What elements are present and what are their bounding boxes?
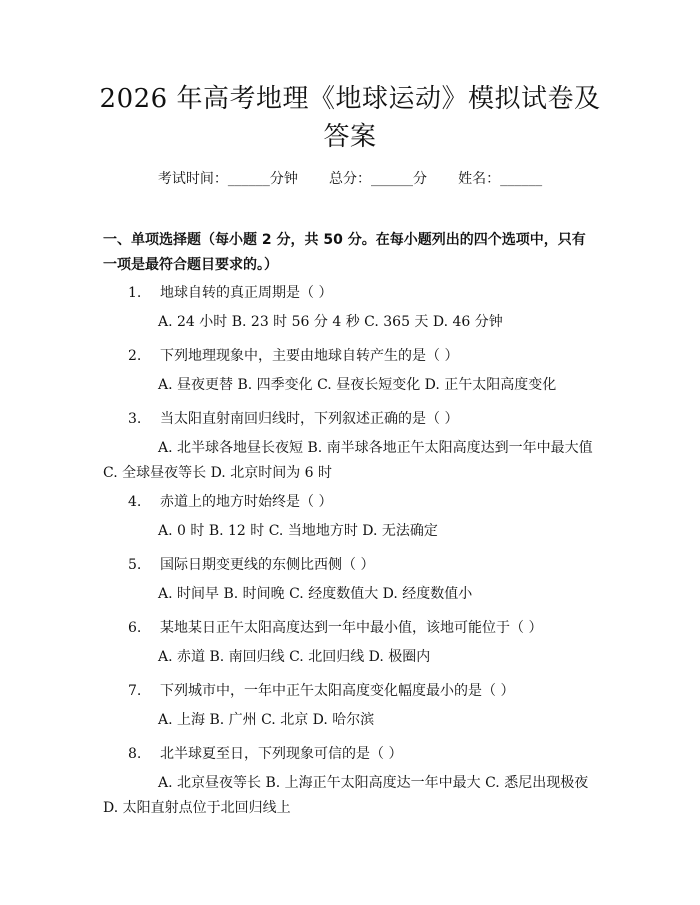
page-title: 2026 年高考地理《地球运动》模拟试卷及答案 [99, 84, 601, 152]
question-7-options: A. 上海 B. 广州 C. 北京 D. 哈尔滨 [158, 712, 375, 728]
question-4 [128, 492, 598, 512]
question-2-options: A. 昼夜更替 B. 四季变化 C. 昼夜长短变化 D. 正午太阳高度变化 [158, 377, 557, 393]
question-text: 某地某日正午太阳高度达到一年中最小值，该地可能位于（ ） [160, 620, 543, 636]
question-text: 国际日期变更线的东侧比西侧（ ） [160, 557, 375, 573]
question-5-options: A. 时间早 B. 时间晚 C. 经度数值大 D. 经度数值小 [158, 586, 473, 602]
question-text: 下列城市中，一年中正午太阳高度变化幅度最小的是（ ） [160, 683, 515, 699]
question-number: 8. [128, 746, 142, 762]
score-blank: ______ [371, 171, 413, 187]
name-label: 姓名： [458, 171, 501, 187]
question-6 [128, 618, 598, 638]
score-unit: 分 [413, 171, 427, 187]
exam-meta [0, 168, 700, 188]
question-number: 4. [128, 494, 142, 510]
question-number: 5. [128, 557, 142, 573]
section-heading: 一、单项选择题（每小题 2 分，共 50 分。在每小题列出的四个选项中，只有一项是最符合题目要求的。） [103, 232, 586, 273]
question-3-options: A. 北半球各地昼长夜短 B. 南半球各地正午太阳高度达到一年中最大值 C. 全球昼夜等长 D. 北京时间为 6 时 [103, 440, 593, 481]
question-text: 下列地理现象中，主要由地球自转产生的是（ ） [160, 348, 459, 364]
question-number: 3. [128, 411, 142, 427]
question-text: 赤道上的地方时始终是（ ） [160, 494, 333, 510]
question-number: 1. [128, 285, 142, 301]
question-8-options: A. 北京昼夜等长 B. 上海正午太阳高度达一年中最大 C. 悉尼出现极夜 D. 太阳直射点位于北回归线上 [103, 775, 589, 816]
question-number: 7. [128, 683, 142, 699]
question-4-options: A. 0 时 B. 12 时 C. 当地地方时 D. 无法确定 [158, 523, 438, 539]
question-2 [128, 346, 598, 366]
question-number: 6. [128, 620, 142, 636]
question-8 [128, 744, 598, 764]
question-number: 2. [128, 348, 142, 364]
question-5 [128, 555, 598, 575]
question-text: 地球自转的真正周期是（ ） [160, 285, 333, 301]
name-blank: ______ [500, 171, 543, 187]
time-label: 考试时间： [157, 171, 228, 187]
time-blank: ______ [227, 171, 270, 187]
question-1-options: A. 24 小时 B. 23 时 56 分 4 秒 C. 365 天 D. 46 分钟 [158, 314, 503, 330]
score-label: 总分： [329, 171, 371, 187]
question-3 [128, 409, 598, 429]
question-text: 北半球夏至日，下列现象可信的是（ ） [160, 746, 403, 762]
question-6-options: A. 赤道 B. 南回归线 C. 北回归线 D. 极圈内 [158, 649, 431, 665]
time-unit: 分钟 [269, 171, 298, 187]
question-text: 当太阳直射南回归线时，下列叙述正确的是（ ） [160, 411, 459, 427]
question-1 [128, 283, 598, 303]
question-7 [128, 681, 598, 701]
